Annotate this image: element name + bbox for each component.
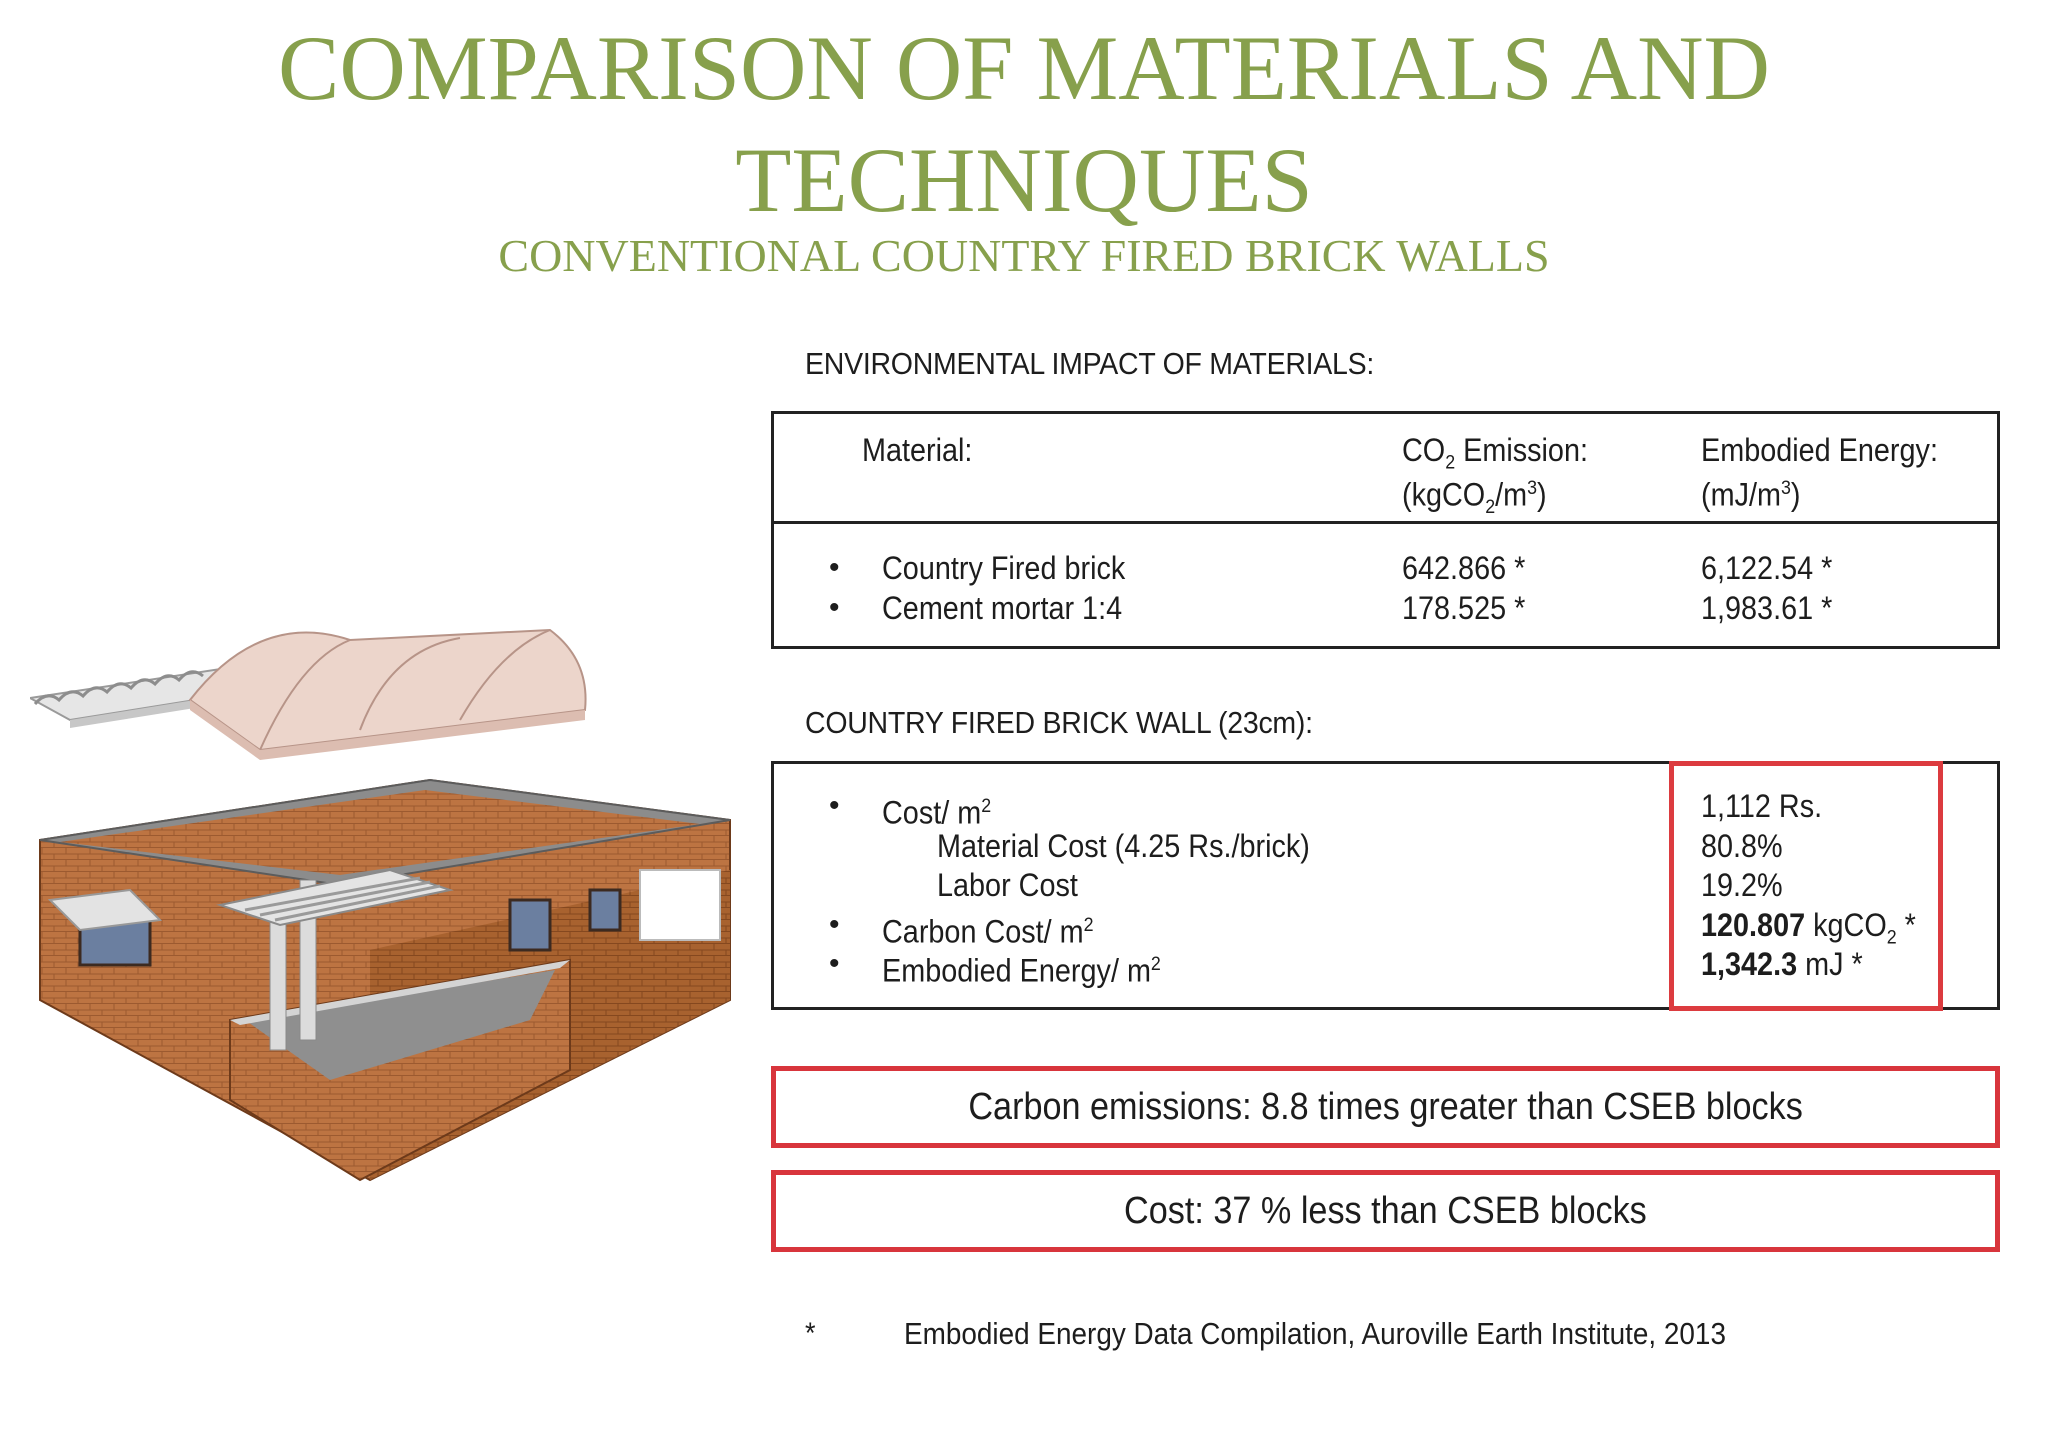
table-row-material: Cement mortar 1:4 bbox=[882, 590, 1123, 626]
carbon-emissions-text: Carbon emissions: 8.8 times greater than CSEB blocks bbox=[968, 1085, 1803, 1128]
carbon-emissions-callout bbox=[771, 1066, 2000, 1148]
table-row-energy: 1,983.61 * bbox=[1701, 590, 1833, 626]
embodied-energy-value: 1,342.3 mJ * bbox=[1701, 946, 1863, 982]
table-row-co2: 642.866 * bbox=[1402, 550, 1526, 586]
bullet: • bbox=[829, 591, 840, 624]
material-cost-value: 80.8% bbox=[1701, 828, 1783, 864]
col-co2-label: Emission: bbox=[1463, 432, 1588, 468]
environmental-impact-table bbox=[771, 411, 2000, 649]
page-title-line-1: COMPARISON OF MATERIALS AND bbox=[278, 17, 1770, 119]
cost-value: 1,112 Rs. bbox=[1701, 788, 1823, 824]
labor-cost-value: 19.2% bbox=[1701, 867, 1783, 903]
vaulted-roof bbox=[190, 630, 586, 760]
labor-cost-label: Labor Cost bbox=[937, 867, 1078, 903]
brick-house-illustration bbox=[30, 620, 750, 1200]
bullet: • bbox=[829, 908, 840, 941]
col-material-header: Material: bbox=[862, 432, 973, 468]
bullet: • bbox=[829, 551, 840, 584]
table-header-divider bbox=[774, 521, 1997, 524]
cost-label: Cost/ $m^2$ bbox=[882, 794, 992, 831]
footnote-marker: * bbox=[805, 1317, 816, 1350]
carbon-cost-label: Carbon Cost/ $m^2$ bbox=[882, 913, 1094, 950]
col-energy-unit: $(mJ/m^3)$ bbox=[1701, 476, 1801, 513]
environmental-impact-heading: ENVIRONMENTAL IMPACT OF MATERIALS: bbox=[805, 346, 1375, 381]
col-energy-header: Embodied Energy: bbox=[1701, 432, 1938, 468]
col-co2-header: $CO_2$ Emission: bbox=[1402, 432, 1588, 474]
bullet: • bbox=[829, 789, 840, 822]
page-title-line-2: TECHNIQUES bbox=[735, 129, 1313, 231]
col-co2-unit: $(kgCO_2/m^3)$ bbox=[1402, 476, 1547, 519]
cost-text: Cost: 37 % less than CSEB blocks bbox=[1124, 1189, 1647, 1232]
page-subtitle: CONVENTIONAL COUNTRY FIRED BRICK WALLS bbox=[498, 230, 1550, 281]
table-row-energy: 6,122.54 * bbox=[1701, 550, 1833, 586]
embodied-energy-label: Embodied Energy/ $m^2$ bbox=[882, 952, 1161, 989]
table-row-material: Country Fired brick bbox=[882, 550, 1126, 586]
highlight-values-box bbox=[1669, 761, 1943, 1011]
bullet: • bbox=[829, 947, 840, 980]
carbon-cost-value: 120.807 kgCO$_2$ * bbox=[1701, 907, 1916, 949]
footnote-text: Embodied Energy Data Compilation, Auroville Earth Institute, 2013 bbox=[904, 1316, 1726, 1351]
table-row-co2: 178.525 * bbox=[1402, 590, 1526, 626]
brick-wall-heading: COUNTRY FIRED BRICK WALL (23cm): bbox=[805, 705, 1313, 740]
material-cost-label: Material Cost (4.25 Rs./brick) bbox=[937, 828, 1310, 864]
cost-callout bbox=[771, 1170, 2000, 1252]
